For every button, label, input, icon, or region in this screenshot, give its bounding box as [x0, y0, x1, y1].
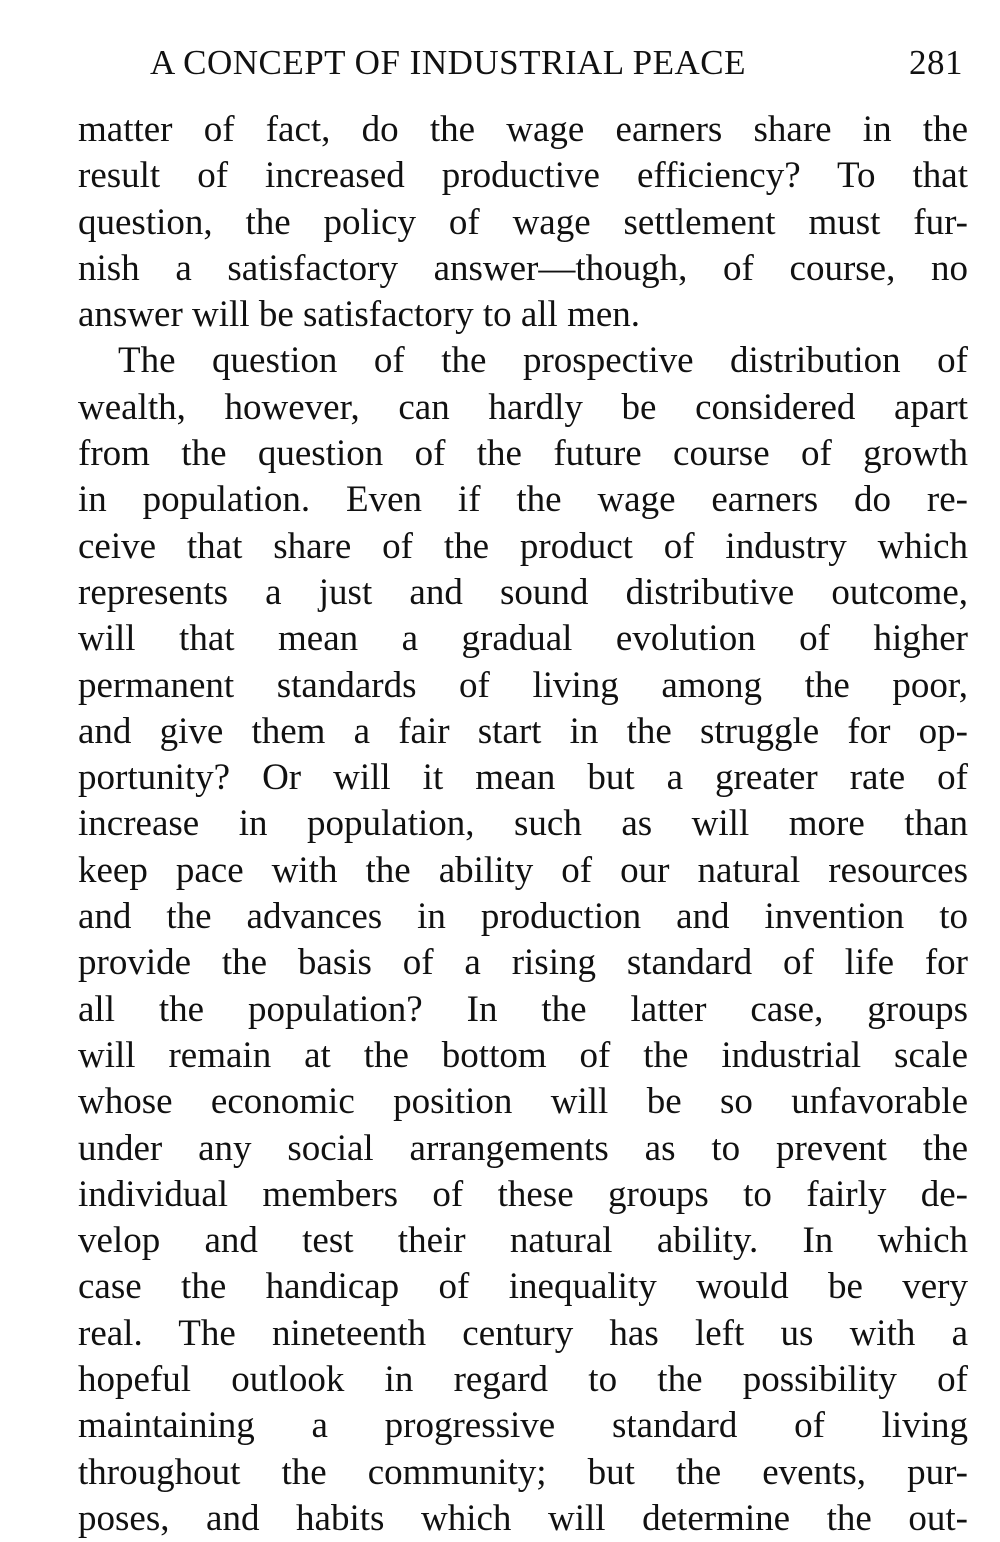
text-line: will that mean a gradual evolution of higher — [78, 618, 968, 660]
text-line: permanent standards of living among the poor, — [78, 664, 968, 706]
text-line: represents a just and sound distributive outcome, — [78, 571, 968, 613]
text-line: from the question of the future course of growth — [78, 433, 968, 475]
text-line: in population. Even if the wage earners do re- — [78, 479, 968, 521]
text-line: and give them a fair start in the struggle for op- — [78, 710, 968, 752]
text-line: and the advances in production and invention to — [78, 896, 968, 938]
text-line: question, the policy of wage settlement must fur- — [78, 201, 968, 243]
text-line: poses, and habits which will determine the out- — [78, 1497, 968, 1539]
text-line: result of increased productive efficiency? To that — [78, 155, 968, 197]
text-line: wealth, however, can hardly be considered apart — [78, 386, 968, 428]
text-line: real. The nineteenth century has left us with a — [78, 1312, 968, 1354]
text-line: hopeful outlook in regard to the possibility of — [78, 1359, 968, 1401]
text-line: throughout the community; but the events, pur- — [78, 1451, 968, 1493]
text-line: The question of the prospective distribution of — [118, 340, 968, 382]
text-line: answer will be satisfactory to all men. — [78, 294, 641, 336]
text-line: ceive that share of the product of industry which — [78, 525, 968, 567]
text-line: provide the basis of a rising standard of life for — [78, 942, 968, 984]
text-line: all the population? In the latter case, groups — [78, 988, 968, 1030]
text-line: will remain at the bottom of the industrial scale — [78, 1034, 968, 1076]
text-line: under any social arrangements as to prevent the — [78, 1127, 968, 1169]
paragraph — [78, 338, 968, 1542]
text-line: portunity? Or will it mean but a greater rate of — [78, 757, 968, 799]
running-head — [78, 38, 963, 88]
paragraph — [78, 107, 968, 338]
text-line: matter of fact, do the wage earners share in the — [78, 109, 968, 150]
text-line: individual members of these groups to fairly de- — [78, 1173, 968, 1215]
text-line: keep pace with the ability of our natural resources — [78, 849, 968, 891]
running-head-title: A CONCEPT OF INDUSTRIAL PEACE — [150, 43, 746, 82]
text-line: maintaining a progressive standard of living — [78, 1405, 968, 1447]
text-line: velop and test their natural ability. In which — [78, 1220, 968, 1262]
page-number: 281 — [909, 43, 963, 82]
text-line: case the handicap of inequality would be very — [78, 1266, 968, 1308]
text-line: whose economic position will be so unfavorable — [78, 1081, 968, 1123]
text-line: increase in population, such as will more than — [78, 803, 968, 845]
text-line: nish a satisfactory answer—though, of course, no — [78, 247, 968, 289]
body-text — [78, 107, 968, 1542]
